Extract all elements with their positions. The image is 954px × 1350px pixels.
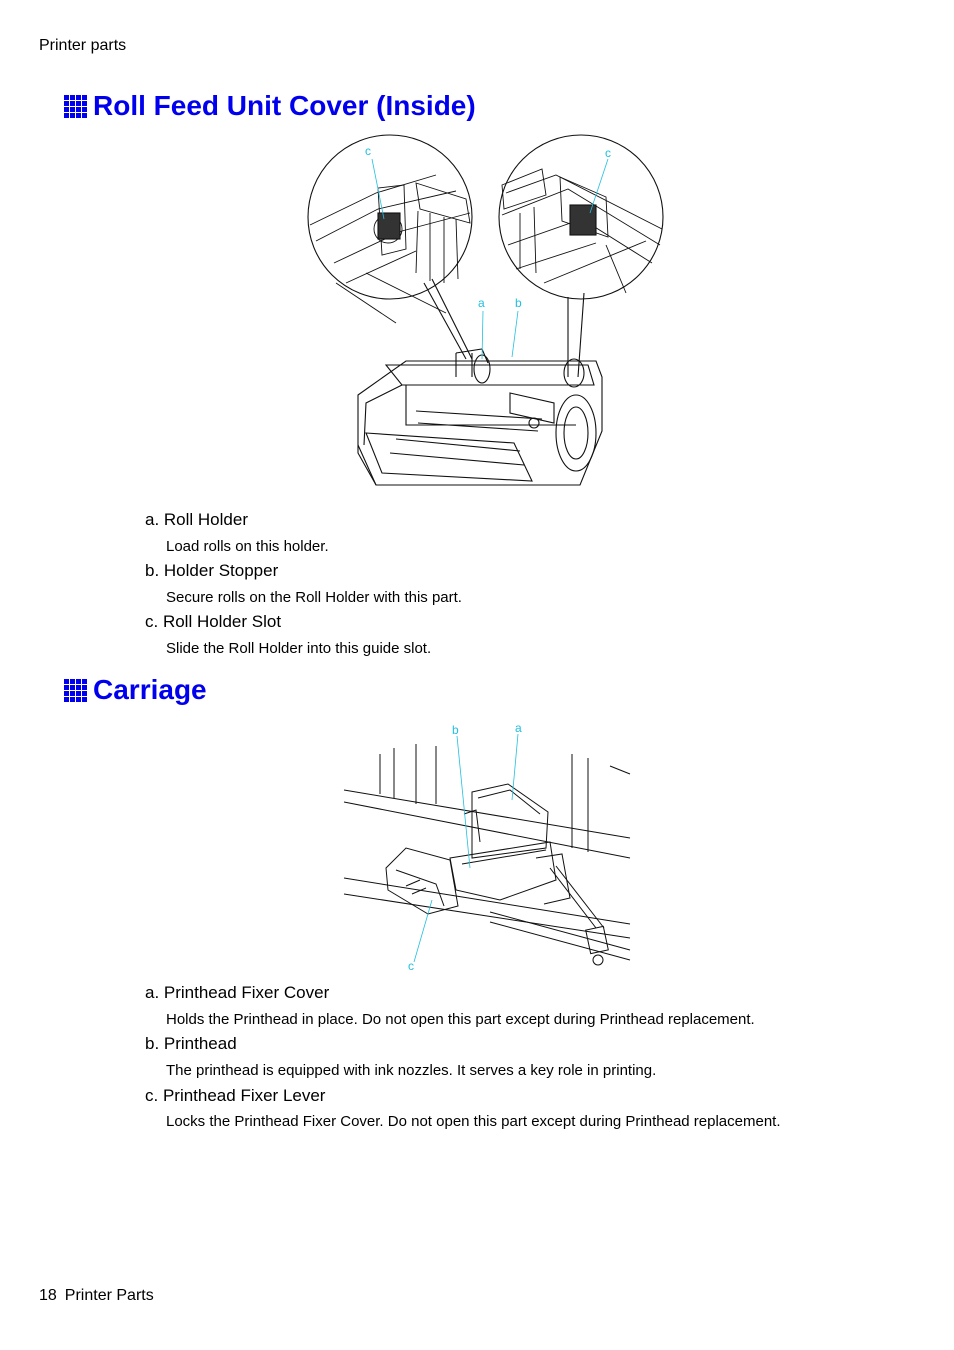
definition-description: Secure rolls on the Roll Holder with this part. [166,589,462,606]
carriage-illustration [340,718,632,976]
definition-description: The printhead is equipped with ink nozzles. It serves a key role in printing. [166,1062,657,1079]
definition-term: a. Roll Holder [145,510,248,529]
roll-feed-unit-illustration [306,133,666,505]
definition-description: Holds the Printhead in place. Do not open this part except during Printhead replacement. [166,1011,755,1028]
callout-label: b [452,723,459,737]
grid-icon [64,95,87,118]
definition-term: b. Holder Stopper [145,561,279,580]
callout-label: c [365,144,371,158]
section-heading-roll-feed-unit-cover [64,90,476,122]
section-title: Carriage [93,674,207,705]
callout-label: b [515,296,522,310]
definition-term: b. Printhead [145,1034,237,1053]
page-footer [39,1287,154,1305]
grid-icon [64,679,87,702]
footer-chapter: Printer Parts [64,1287,154,1304]
definition-description: Slide the Roll Holder into this guide slot. [166,640,432,657]
definition-term: c. Roll Holder Slot [145,612,282,631]
running-header: Printer parts [39,37,127,54]
callout-label: a [515,721,522,735]
section-title: Roll Feed Unit Cover (Inside) [93,90,476,121]
definition-description: Load rolls on this holder. [166,538,329,555]
page-number: 18 [39,1287,57,1304]
definition-description: Locks the Printhead Fixer Cover. Do not open this part except during Printhead replacement. [166,1113,781,1130]
section-heading-carriage [64,674,207,706]
definition-term: a. Printhead Fixer Cover [145,983,330,1002]
callout-label: a [478,296,485,310]
callout-label: c [408,959,414,973]
callout-label: c [605,146,611,160]
definition-term: c. Printhead Fixer Lever [145,1086,326,1105]
